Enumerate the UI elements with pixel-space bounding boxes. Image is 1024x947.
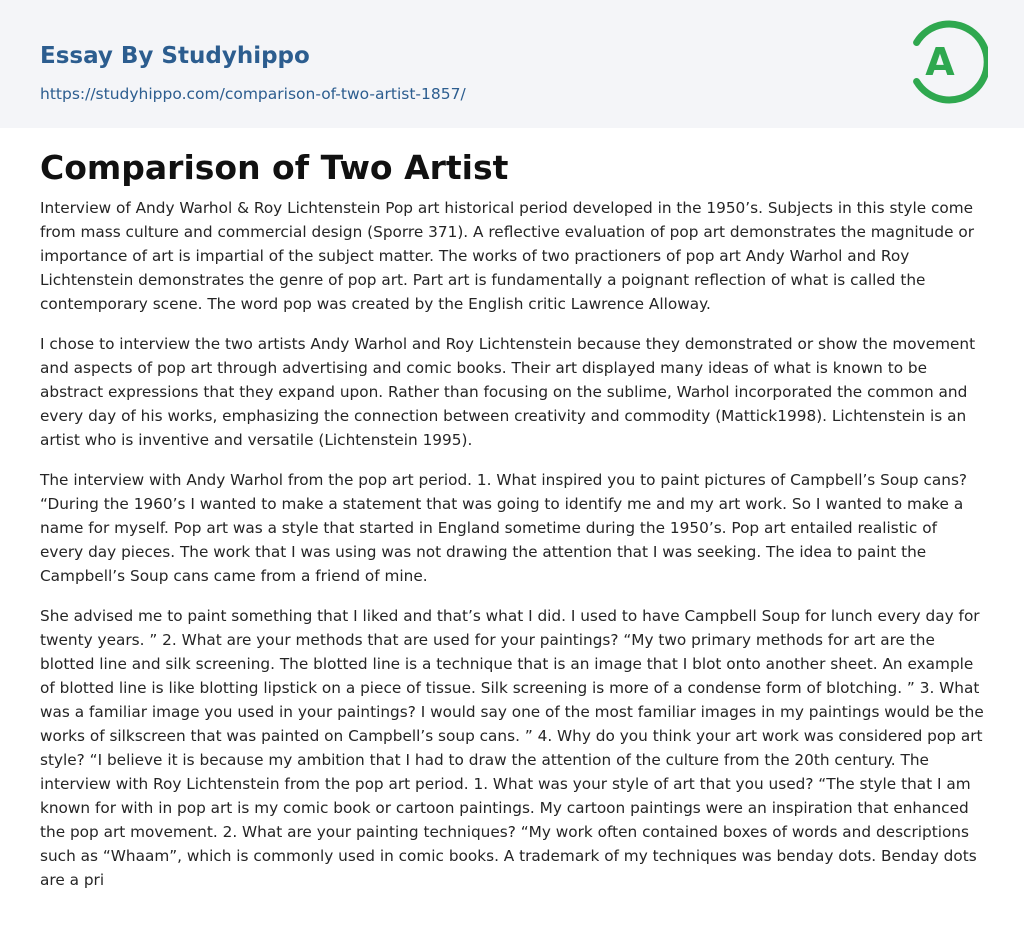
article-paragraph-1: Interview of Andy Warhol & Roy Lichtenstein Pop art historical period developed in the 1950’s. Subjects in this style come from mass culture and commercial design (Sporre 371). A reflective evaluation of pop art demonstrates the magnitude or importance of art is impartial of the subject matter. The works of two practioners of pop art Andy Warhol and Roy Lichtenstein demonstrates the genre of pop art. Part art is fundamentally a poignant reflection of what is called the contemporary scene. The word pop was created by the English critic Lawrence Alloway. — [40, 199, 975, 313]
article-paragraph-3: The interview with Andy Warhol from the pop art period. 1. What inspired you to paint pictures of Campbell’s Soup cans? “During the 1960’s I wanted to make a statement that was going to identify me and my art work. So I wanted to make a name for myself. Pop art was a style that started in England sometime during the 1950’s. Pop art entailed realistic of every day pieces. The work that I was using was not drawing the attention that I was seeking. The idea to paint the Campbell’s Soup cans came from a friend of mine. — [40, 471, 968, 585]
page-title: Comparison of Two Artist — [40, 148, 509, 187]
source-url-link[interactable]: https://studyhippo.com/comparison-of-two-artist-1857/ — [40, 85, 466, 103]
article-paragraph-4: She advised me to paint something that I liked and that’s what I did. I used to have Campbell Soup for lunch every day for twenty years. ” 2. What are your methods that are used for your paintings? “My two primary methods for art are the blotted line and silk screening. The blotted line is a technique that is an image that I blot onto another sheet. An example of blotted line is like blotting lipstick on a piece of tissue. Silk screening is more of a condense form of blotching. ” 3. What was a familiar image you used in your paintings? I would say one of the most familiar images in my paintings would be the works of silkscreen that was painted on Campbell’s soup cans. ” 4. Why do you think your art work was considered pop art style? “I believe it is because my ambition that I had to draw the attention of the culture from the 20th century. The interview with Roy Lichtenstein from the pop art period. 1. What was your style of art that you used? “The style that I am known for with in pop art is my comic book or cartoon paintings. My cartoon paintings were an inspiration that enhanced the pop art movement. 2. What are your painting techniques? “My work often contained boxes of words and descriptions such as “Whaam”, which is commonly used in comic books. A trademark of my techniques was benday dots. Benday dots are a pri — [40, 607, 984, 889]
article — [40, 146, 984, 908]
logo-letter: A — [925, 40, 955, 84]
brand-title[interactable]: Essay By Studyhippo — [40, 43, 310, 69]
studyhippo-logo-icon[interactable] — [910, 18, 988, 106]
article-paragraph-2: I chose to interview the two artists Andy Warhol and Roy Lichtenstein because they demonstrated or show the movement and aspects of pop art through advertising and comic books. Their art displayed many ideas of what is known to be abstract expressions that they expand upon. Rather than focusing on the sublime, Warhol incorporated the common and every day of his works, emphasizing the connection between creativity and commodity (Mattick1998). Lichtenstein is an artist who is inventive and versatile (Lichtenstein 1995). — [40, 335, 976, 449]
site-header — [0, 0, 1024, 128]
